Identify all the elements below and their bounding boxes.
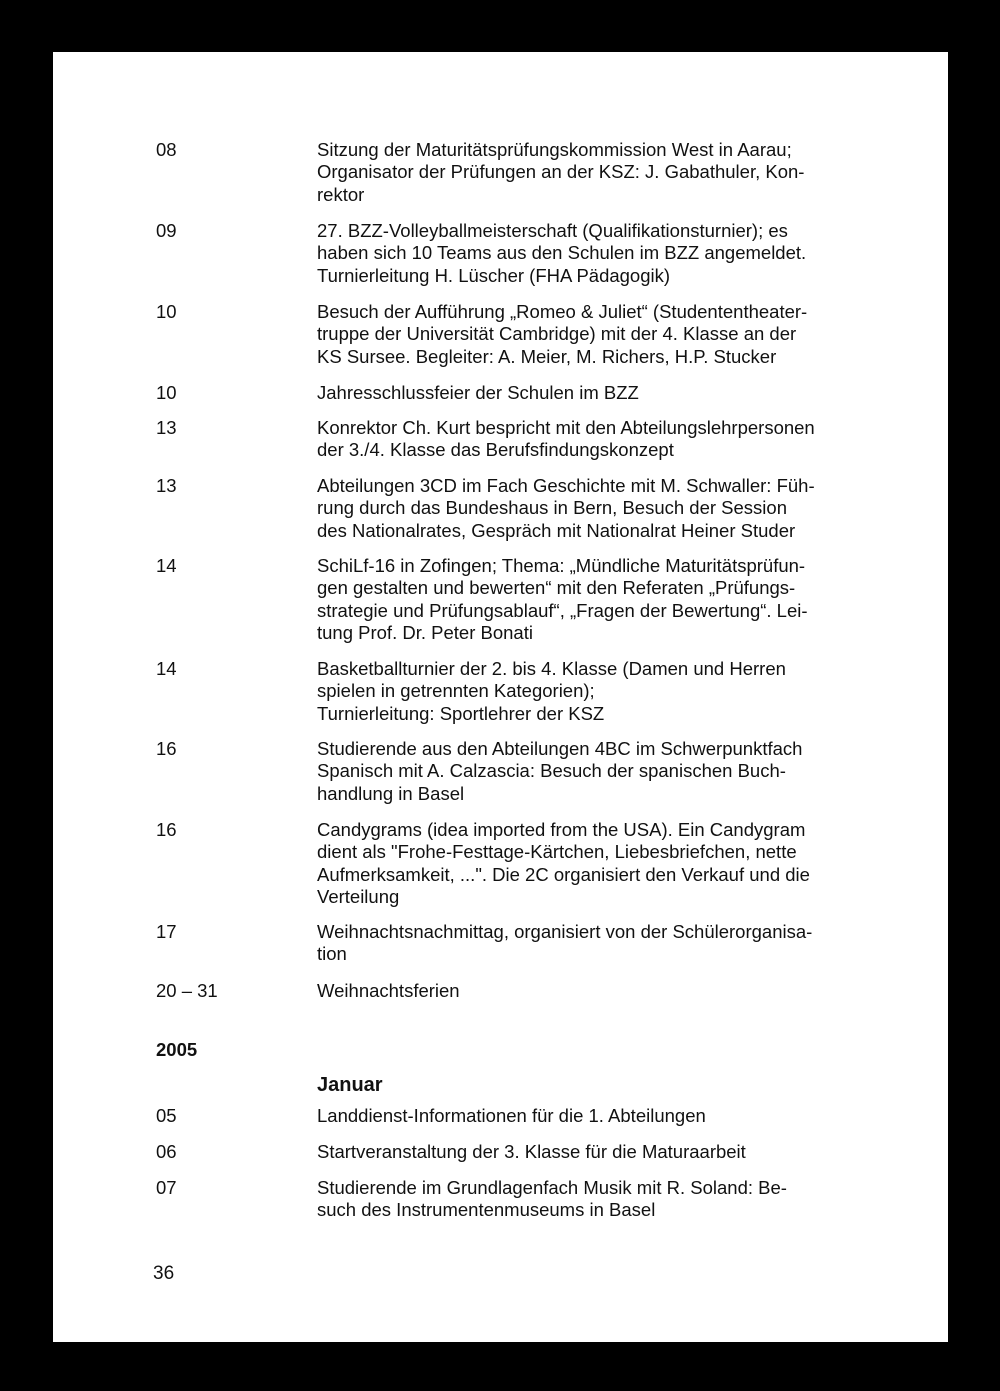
entry-text bbox=[317, 1105, 847, 1127]
entry-date: 16 bbox=[156, 738, 177, 759]
entry-text bbox=[317, 1141, 847, 1163]
entry-text-line: Abteilungen 3CD im Fach Geschichte mit M. Schwaller: Füh- bbox=[317, 475, 815, 496]
entry-text bbox=[317, 475, 847, 542]
entry-text-line: SchiLf-16 in Zofingen; Thema: „Mündliche Maturitätsprüfun- bbox=[317, 555, 806, 576]
entry-text bbox=[317, 921, 847, 966]
entry-text-line: Landdienst-Informationen für die 1. Abteilungen bbox=[317, 1105, 706, 1126]
entry-date: 17 bbox=[156, 921, 177, 942]
entry-text bbox=[317, 819, 847, 909]
page-number: 36 bbox=[153, 1263, 175, 1284]
entry-text-line: 27. BZZ-Volleyballmeisterschaft (Qualifikationsturnier); es bbox=[317, 220, 788, 241]
entry-text-line: Turnierleitung H. Lüscher (FHA Pädagogik) bbox=[317, 264, 671, 286]
entry-text-line: gen gestalten und bewerten“ mit den Referaten „Prüfungs- bbox=[317, 577, 796, 599]
entry-text bbox=[317, 301, 847, 368]
month-heading: Januar bbox=[317, 1074, 383, 1096]
document-page bbox=[53, 52, 948, 1342]
entry-text-line: Aufmerksamkeit, ...". Die 2C organisiert den Verkauf und die bbox=[317, 863, 810, 885]
entry-date: 07 bbox=[156, 1177, 177, 1198]
entry-text-line: Turnierleitung: Sportlehrer der KSZ bbox=[317, 702, 605, 724]
entry-text-line: Besuch der Aufführung „Romeo & Juliet“ (Studententheater- bbox=[317, 301, 808, 322]
entry-date: 08 bbox=[156, 139, 177, 160]
entry-text-line: rektor bbox=[317, 183, 365, 205]
entry-date: 06 bbox=[156, 1141, 177, 1162]
entry-text bbox=[317, 382, 847, 404]
entry-text-line: haben sich 10 Teams aus den Schulen im BZZ angemeldet. bbox=[317, 242, 807, 264]
entry-date: 10 bbox=[156, 382, 177, 403]
entry-text-line: Candygrams (idea imported from the USA). Ein Candygram bbox=[317, 819, 806, 840]
entry-text bbox=[317, 658, 847, 725]
entry-date: 20 – 31 bbox=[156, 980, 218, 1001]
entry-date: 05 bbox=[156, 1105, 177, 1126]
entry-text-line: rung durch das Bundeshaus in Bern, Besuch der Session bbox=[317, 497, 787, 519]
entry-text-line: Organisator der Prüfungen an der KSZ: J. Gabathuler, Kon- bbox=[317, 161, 805, 183]
entry-text bbox=[317, 738, 847, 805]
entry-text-line: truppe der Universität Cambridge) mit der 4. Klasse an der bbox=[317, 323, 797, 345]
entry-text-line: Studierende im Grundlagenfach Musik mit R. Soland: Be- bbox=[317, 1177, 787, 1198]
entry-text-line: Startveranstaltung der 3. Klasse für die Maturaarbeit bbox=[317, 1141, 746, 1162]
entry-text-line: Verteilung bbox=[317, 886, 400, 908]
entry-date: 13 bbox=[156, 417, 177, 438]
entry-text-line: Weihnachtsnachmittag, organisiert von der Schülerorganisa- bbox=[317, 921, 813, 942]
entry-text-line: handlung in Basel bbox=[317, 782, 465, 804]
entry-text-line: strategie und Prüfungsablauf“, „Fragen der Bewertung“. Lei- bbox=[317, 599, 808, 621]
entry-text bbox=[317, 1177, 847, 1222]
entry-text-line: tion bbox=[317, 943, 347, 965]
entry-text-line: tung Prof. Dr. Peter Bonati bbox=[317, 622, 533, 644]
year-heading: 2005 bbox=[156, 1039, 198, 1060]
entry-date: 10 bbox=[156, 301, 177, 322]
entry-date: 13 bbox=[156, 475, 177, 496]
entry-date: 14 bbox=[156, 555, 177, 576]
entry-text-line: KS Sursee. Begleiter: A. Meier, M. Richers, H.P. Stucker bbox=[317, 345, 777, 367]
entry-text-line: des Nationalrates, Gespräch mit Nationalrat Heiner Studer bbox=[317, 519, 796, 541]
entry-text-line: Studierende aus den Abteilungen 4BC im Schwerpunktfach bbox=[317, 738, 803, 759]
entry-text-line: Weihnachtsferien bbox=[317, 980, 460, 1001]
entry-text-line: spielen in getrennten Kategorien); bbox=[317, 680, 595, 702]
entry-text-line: Spanisch mit A. Calzascia: Besuch der spanischen Buch- bbox=[317, 760, 786, 782]
entry-text bbox=[317, 220, 847, 287]
entry-text-line: Konrektor Ch. Kurt bespricht mit den Abteilungslehrpersonen bbox=[317, 417, 815, 438]
entry-text-line: such des Instrumentenmuseums in Basel bbox=[317, 1199, 656, 1221]
entry-text-line: dient als "Frohe-Festtage-Kärtchen, Liebesbriefchen, nette bbox=[317, 841, 797, 863]
entry-text bbox=[317, 139, 847, 206]
entry-date: 16 bbox=[156, 819, 177, 840]
entry-text-line: der 3./4. Klasse das Berufsfindungskonzept bbox=[317, 439, 674, 461]
entry-text bbox=[317, 980, 847, 1002]
entry-text bbox=[317, 417, 847, 462]
entry-text-line: Jahresschlussfeier der Schulen im BZZ bbox=[317, 382, 639, 403]
entry-date: 14 bbox=[156, 658, 177, 679]
entry-text-line: Sitzung der Maturitätsprüfungskommission West in Aarau; bbox=[317, 139, 792, 160]
entry-date: 09 bbox=[156, 220, 177, 241]
entry-text bbox=[317, 555, 847, 645]
entry-text-line: Basketballturnier der 2. bis 4. Klasse (Damen und Herren bbox=[317, 658, 786, 679]
